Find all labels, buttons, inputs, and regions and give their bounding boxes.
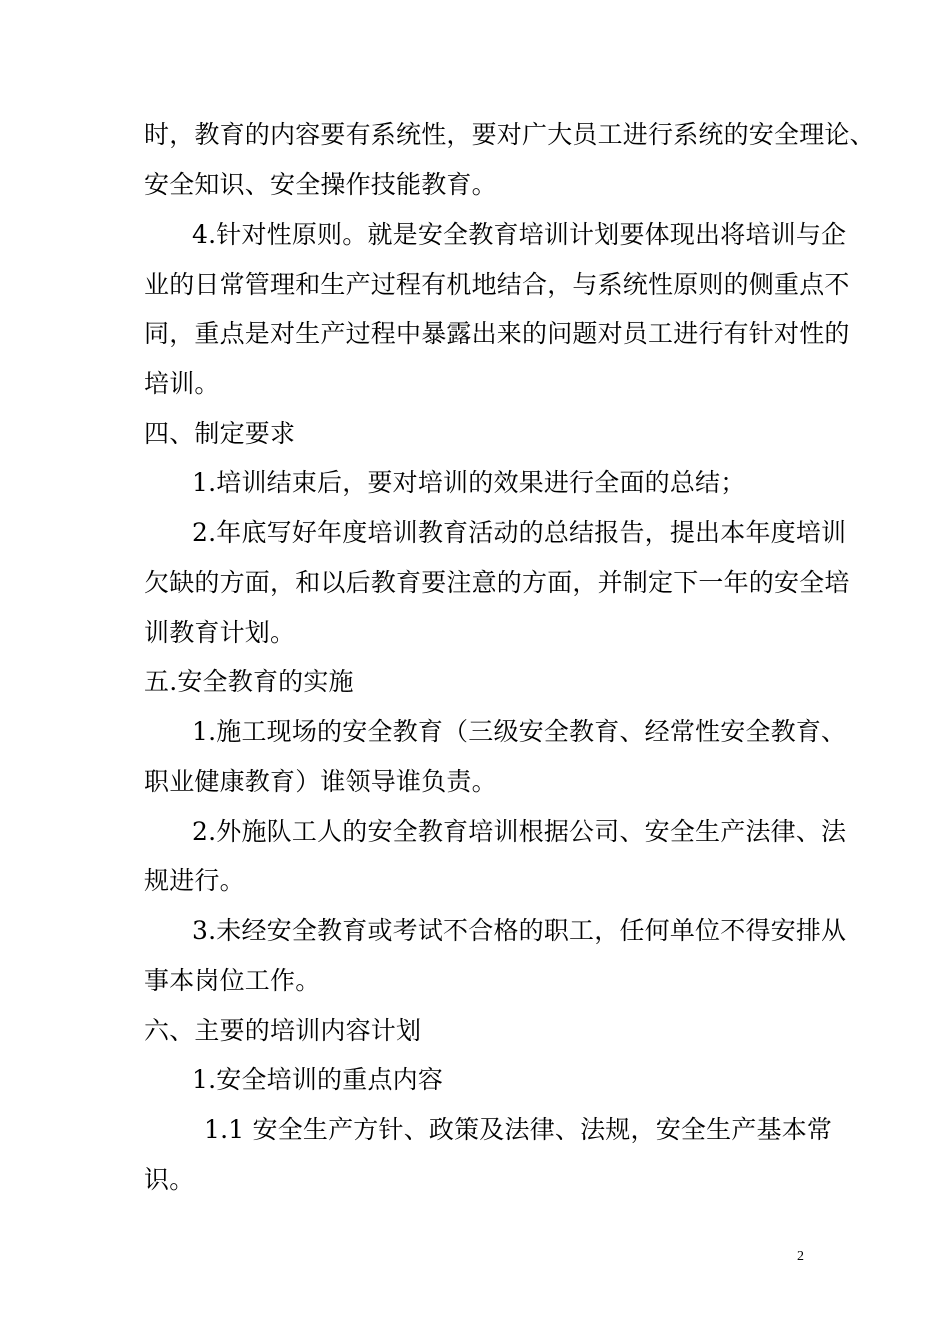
body-text-line: 1.施工现场的安全教育（三级安全教育、经常性安全教育、 bbox=[192, 717, 847, 746]
body-text-line: 规进行。 bbox=[144, 866, 245, 895]
body-text-line: 职业健康教育）谁领导谁负责。 bbox=[144, 767, 497, 796]
section-heading: 六、主要的培训内容计划 bbox=[144, 1016, 422, 1045]
body-text-line: 培训。 bbox=[144, 369, 220, 398]
subsection-heading: 1.安全培训的重点内容 bbox=[192, 1065, 444, 1094]
body-text-line: 训教育计划。 bbox=[144, 618, 296, 647]
body-text-line: 2.年底写好年度培训教育活动的总结报告，提出本年度培训 bbox=[192, 518, 847, 547]
body-text-line: 2.外施队工人的安全教育培训根据公司、安全生产法律、法 bbox=[192, 817, 847, 846]
body-text-line: 4.针对性原则。就是安全教育培训计划要体现出将培训与企 bbox=[192, 220, 847, 249]
body-text-line: 识。 bbox=[144, 1165, 195, 1194]
body-text-line: 3.未经安全教育或考试不合格的职工，任何单位不得安排从 bbox=[192, 916, 847, 945]
body-text-line: 安全知识、安全操作技能教育。 bbox=[144, 170, 497, 199]
page-number: 2 bbox=[797, 1249, 804, 1264]
section-heading: 四、制定要求 bbox=[144, 419, 296, 448]
section-heading: 五.安全教育的实施 bbox=[144, 667, 354, 696]
body-text-line: 时，教育的内容要有系统性，要对广大员工进行系统的安全理论、 bbox=[144, 120, 875, 149]
body-text-line: 欠缺的方面，和以后教育要注意的方面，并制定下一年的安全培 bbox=[144, 568, 850, 597]
body-text-line: 业的日常管理和生产过程有机地结合，与系统性原则的侧重点不 bbox=[144, 270, 850, 299]
body-text-line: 事本岗位工作。 bbox=[144, 966, 321, 995]
body-text-line: 1.1 安全生产方针、政策及法律、法规，安全生产基本常 bbox=[204, 1115, 833, 1144]
body-text-line: 1.培训结束后，要对培训的效果进行全面的总结； bbox=[192, 468, 746, 497]
body-text-line: 同，重点是对生产过程中暴露出来的问题对员工进行有针对性的 bbox=[144, 319, 850, 348]
